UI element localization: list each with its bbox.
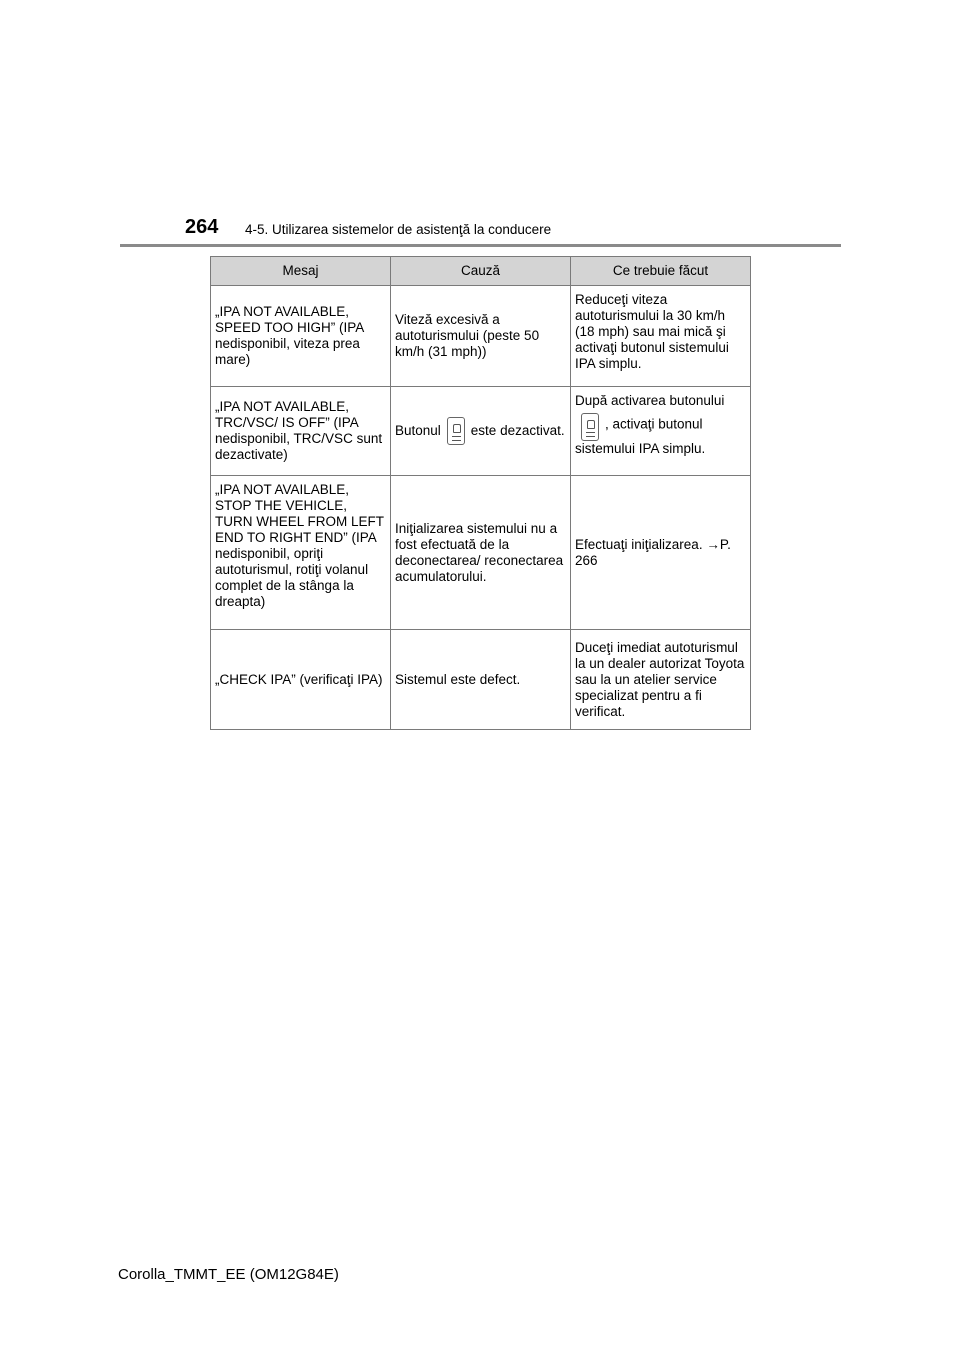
action-text-before: După activarea butonului (575, 393, 725, 408)
column-header-action: Ce trebuie făcut (571, 257, 751, 286)
action-cell: Duceţi imediat autoturismul la un dealer autorizat Toyota sau la un atelier service specializat pentru a fi verificat. (571, 630, 751, 730)
section-title: 4-5. Utilizarea sistemelor de asistenţă la conducere (245, 222, 552, 237)
vsc-off-button-icon (447, 417, 465, 445)
manual-code-footer: Corolla_TMMT_EE (OM12G84E) (118, 1266, 339, 1283)
table-row (211, 387, 751, 476)
table-row (211, 476, 751, 630)
message-cell: „IPA NOT AVAILABLE, SPEED TOO HIGH” (IPA nedisponibil, viteza prea mare) (211, 286, 391, 387)
table-row (211, 286, 751, 387)
action-cell (571, 387, 751, 476)
cause-cell: Sistemul este defect. (391, 630, 571, 730)
message-table (210, 256, 751, 730)
header-rule (120, 244, 841, 247)
table-header-row (211, 257, 751, 286)
cause-cell (391, 387, 571, 476)
cause-cell: Iniţializarea sistemului nu a fost efectuată de la deconectarea/ reconectarea acumulatorului. (391, 476, 571, 630)
action-cell: Reduceţi viteza autoturismului la 30 km/h (18 mph) sau mai mică şi activaţi butonul sistemului IPA simplu. (571, 286, 751, 387)
page-number: 264 (185, 216, 219, 238)
message-cell: „IPA NOT AVAILABLE, STOP THE VEHICLE, TURN WHEEL FROM LEFT END TO RIGHT END” (IPA nedisponibil, opriţi autoturismul, rotiţi volanul complet de la stânga la dreapta) (211, 476, 391, 630)
cause-cell: Viteză excesivă a autoturismului (peste 50 km/h (31 mph)) (391, 286, 571, 387)
column-header-cause: Cauză (391, 257, 571, 286)
table-row (211, 630, 751, 730)
cause-text-after: este dezactivat. (470, 423, 565, 438)
action-cell: Efectuaţi iniţializarea. →P. 266 (571, 476, 751, 630)
message-cell: „IPA NOT AVAILABLE, TRC/VSC/ IS OFF” (IPA nedisponibil, TRC/VSC sunt dezactivate) (211, 387, 391, 476)
column-header-message: Mesaj (211, 257, 391, 286)
vsc-off-button-icon (581, 413, 599, 441)
cause-text-before: Butonul (395, 423, 441, 438)
action-text-after: , activaţi butonul sistemului IPA simplu. (575, 416, 706, 456)
message-cell: „CHECK IPA” (verificaţi IPA) (211, 630, 391, 730)
